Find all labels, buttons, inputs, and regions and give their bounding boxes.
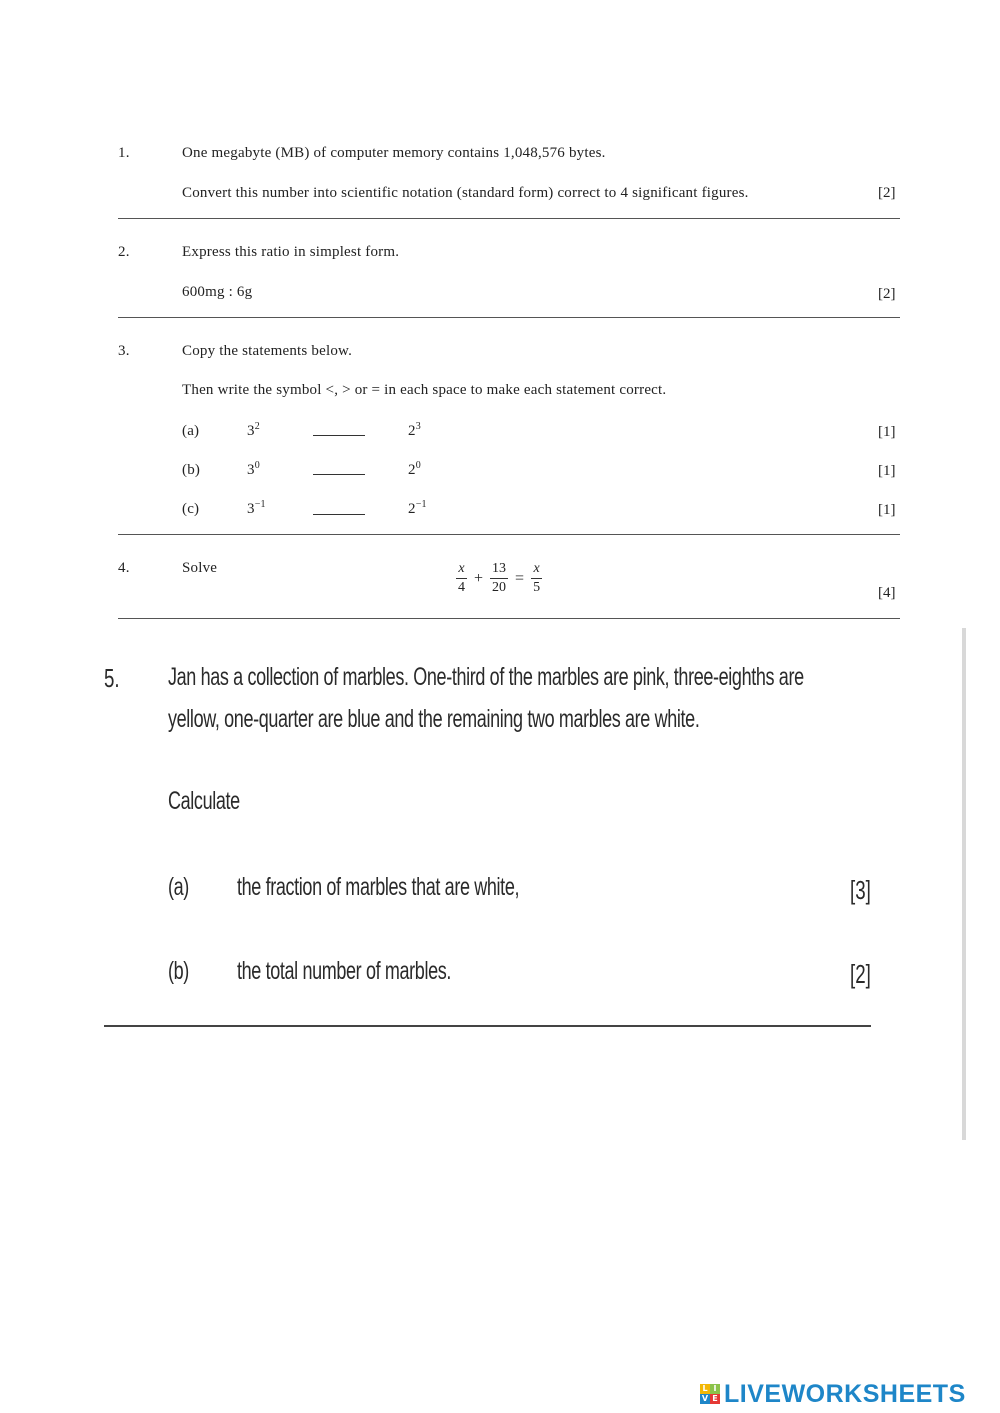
q3b-right-term: $2^0$ <box>408 460 421 478</box>
q3c-label: (c) <box>182 501 200 517</box>
q2-marks: [2] <box>878 286 896 302</box>
q2-text: Express this ratio in simplest form. <box>182 244 400 260</box>
q5b-text: the total number of marbles. <box>237 957 452 985</box>
q5a-label: (a) <box>168 873 189 901</box>
q3b-marks: [1] <box>878 463 896 479</box>
divider <box>118 534 900 535</box>
q3c-answer-blank[interactable] <box>313 514 365 515</box>
q4-marks: [4] <box>878 585 896 601</box>
logo-squares-icon: L I V E <box>700 1384 720 1404</box>
divider <box>118 317 900 318</box>
scan-edge <box>962 628 966 1140</box>
q4-number: 4. <box>118 560 130 576</box>
plus-sign: + <box>474 569 484 587</box>
fraction-x-over-5: $\frac{x}{5}$ <box>533 561 541 595</box>
q1-text-line1: One megabyte (MB) of computer memory contains 1,048,576 bytes. <box>182 145 606 161</box>
q3a-right-term: $2^3$ <box>408 421 421 439</box>
q3c-right-term: $2^{-1}$ <box>408 499 427 517</box>
q3a-label: (a) <box>182 423 200 439</box>
liveworksheets-logo <box>700 1380 966 1408</box>
q3-text-line1: Copy the statements below. <box>182 343 353 359</box>
q1-marks: [2] <box>878 185 896 201</box>
q3c-left-term: $3^{-1}$ <box>247 499 266 517</box>
q3b-left-term: $3^0$ <box>247 460 260 478</box>
q5a-marks: [3] <box>850 875 871 905</box>
logo-text: LIVEWORKSHEETS <box>724 1379 966 1408</box>
q3-text-line2: Then write the symbol <, > or = in each space to make each statement correct. <box>182 382 667 398</box>
q3a-marks: [1] <box>878 424 896 440</box>
fraction-x-over-4: $\frac{x}{4}$ <box>458 561 465 595</box>
q5b-label: (b) <box>168 957 189 985</box>
divider <box>118 218 900 219</box>
q5-text-line1: Jan has a collection of marbles. One-third of the marbles are pink, three-eighths are <box>168 663 804 691</box>
divider <box>104 1025 871 1027</box>
q3-number: 3. <box>118 343 130 359</box>
q5-text-line2: yellow, one-quarter are blue and the remaining two marbles are white. <box>168 705 700 733</box>
q3a-answer-blank[interactable] <box>313 435 365 436</box>
q3a-left-term: $3^2$ <box>247 421 260 439</box>
q4-equation <box>456 560 542 597</box>
q3b-label: (b) <box>182 462 201 478</box>
q2-ratio: 600mg : 6g <box>182 284 253 300</box>
divider <box>118 618 900 619</box>
q5a-text: the fraction of marbles that are white, <box>237 873 520 901</box>
q5-calculate: Calculate <box>168 787 240 815</box>
q5-number: 5. <box>104 663 120 693</box>
q3b-answer-blank[interactable] <box>313 474 365 475</box>
q1-number: 1. <box>118 145 130 161</box>
q5b-marks: [2] <box>850 959 871 989</box>
fraction-13-over-20: $\frac{13}{20}$ <box>492 561 507 595</box>
equals-sign: = <box>515 569 525 587</box>
q2-number: 2. <box>118 244 130 260</box>
q3c-marks: [1] <box>878 502 896 518</box>
q1-text-line2: Convert this number into scientific notation (standard form) correct to 4 significant figures. <box>182 185 749 201</box>
q4-label: Solve <box>182 560 218 576</box>
